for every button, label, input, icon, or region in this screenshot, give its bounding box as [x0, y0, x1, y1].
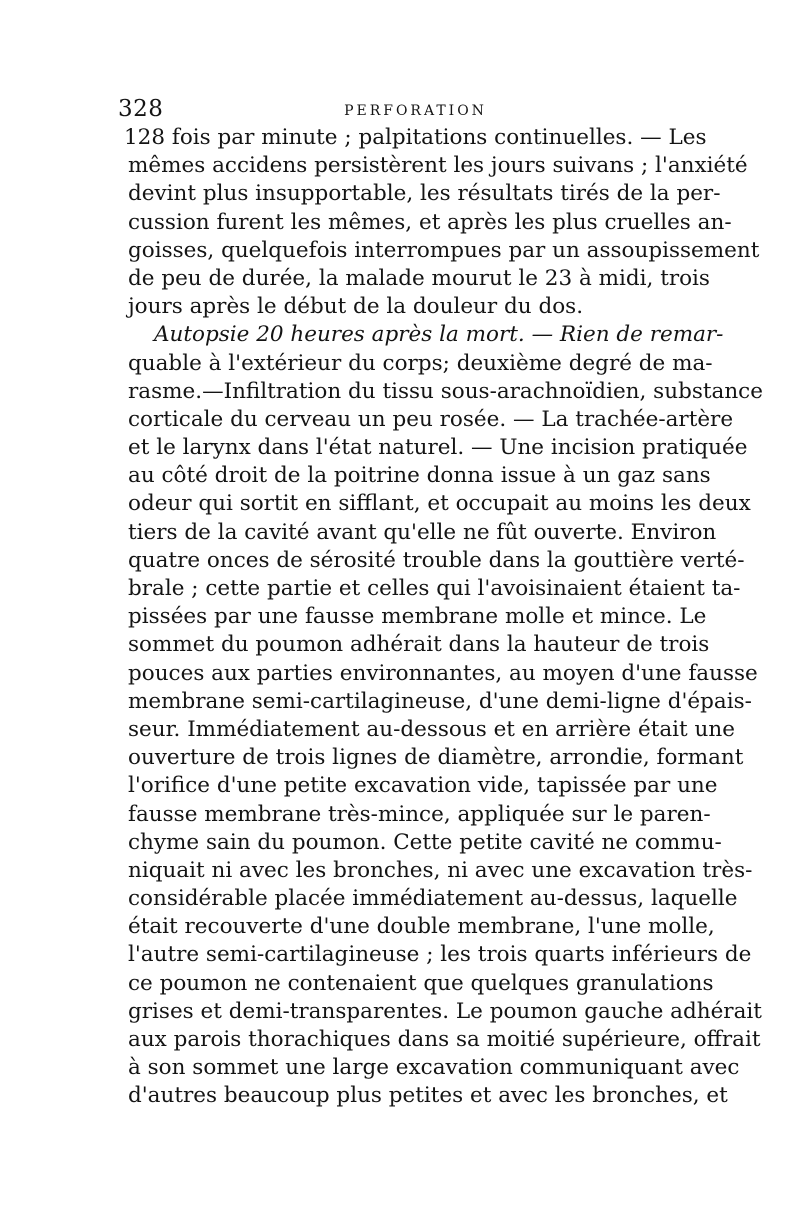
text-line: ce poumon ne contenaient que quelques granulations [128, 970, 714, 996]
text-line: chyme sain du poumon. Cette petite cavité ne commu- [128, 829, 722, 855]
autopsy-paragraph-first-line [128, 321, 724, 349]
text-line: 128 fois par minute ; palpitations continuelles. — Les [124, 125, 707, 150]
text-line: goisses, quelquefois interrompues par un assoupissement [128, 237, 760, 263]
text-line: rasme.—Infiltration du tissu sous-arachnoïdien, substance [128, 378, 763, 404]
text-line: quatre onces de sérosité trouble dans la gouttière verté- [128, 547, 745, 573]
text-line: de peu de durée, la malade mourut le 23 à midi, trois [128, 265, 710, 291]
text-line: cussion furent les mêmes, et après les plus cruelles an- [128, 209, 732, 235]
text-line: brale ; cette partie et celles qui l'avoisinaient étaient ta- [128, 576, 741, 601]
text-line: fausse membrane très-mince, appliquée sur le paren- [128, 801, 711, 827]
text-line: était recouverte d'une double membrane, l'une molle, [128, 914, 715, 940]
text-line: l'orifice d'une petite excavation vide, tapissée par une [128, 773, 718, 799]
text-line: quable à l'extérieur du corps; deuxième degré de ma- [128, 350, 713, 376]
text-line: considérable placée immédiatement au-dessus, laquelle [128, 886, 738, 912]
text-line: tiers de la cavité avant qu'elle ne fût ouverte. Environ [128, 519, 717, 545]
text-line: jours après le début de la douleur du dos. [128, 294, 584, 320]
page-header [118, 96, 678, 126]
text-line: corticale du cerveau un peu rosée. — La trachée-artère [128, 406, 734, 432]
text-line: sommet du poumon adhérait dans la hauteur de trois [128, 632, 710, 658]
text-line: grises et demi-transparentes. Le poumon gauche adhérait [128, 998, 762, 1024]
text-line: niquait ni avec les bronches, ni avec une excavation très- [128, 857, 753, 883]
text-line: membrane semi-cartilagineuse, d'une demi-ligne d'épais- [128, 688, 752, 714]
text-line: ouverture de trois lignes de diamètre, arrondie, formant [128, 745, 744, 771]
text-line: odeur qui sortit en sifflant, et occupait au moins les deux [128, 491, 751, 517]
text-line: d'autres beaucoup plus petites et avec les bronches, et [128, 1083, 728, 1109]
page-number: 328 [118, 96, 164, 122]
text-line: pissées par une fausse membrane molle et mince. Le [128, 604, 707, 630]
text-line: au côté droit de la poitrine donna issue à un gaz sans [128, 463, 711, 489]
text-line: seur. Immédiatement au-dessous et en arrière était une [128, 716, 735, 742]
text-line: mêmes accidens persistèrent les jours suivans ; l'anxiété [128, 153, 748, 179]
text-line: l'autre semi-cartilagineuse ; les trois quarts inférieurs de [128, 942, 752, 968]
autopsy-heading: Autopsie 20 [154, 322, 284, 348]
text-line: et le larynx dans l'état naturel. — Une incision pratiquée [128, 435, 748, 461]
text-line: devint plus insupportable, les résultats tirés de la per- [128, 181, 721, 207]
running-title: PERFORATION [344, 103, 487, 119]
text-line: à son sommet une large excavation communiquant avec [128, 1055, 740, 1081]
text-line: pouces aux parties environnantes, au moyen d'une fausse [128, 660, 758, 686]
text-line: heures après la mort. — Rien de remar- [290, 322, 724, 348]
body-text [124, 124, 763, 1111]
text-line: aux parois thorachiques dans sa moitié supérieure, offrait [128, 1027, 761, 1052]
